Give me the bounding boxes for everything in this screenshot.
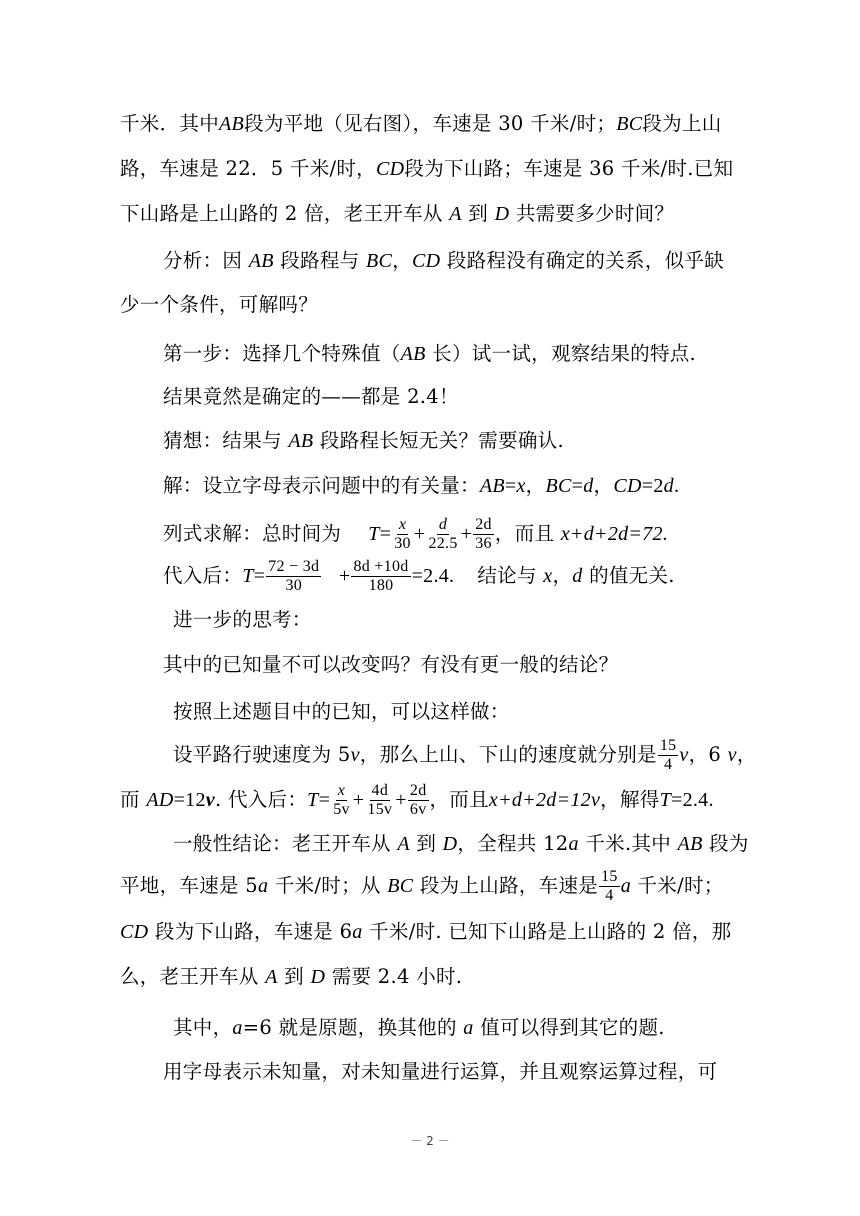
fraction: $\frac{15}{4}$ [601,868,618,904]
paragraph-line: 少一个条件，可解吗？ [120,293,319,316]
paragraph-line: 么，老王开车从 A 到 D 需要 2.4 小时. [120,965,463,988]
paragraph-line: CD 段为下山路，车速是 6a 千米/时. 已知下山路是上山路的 2 倍，那 [120,920,732,943]
fraction: $\frac{4d}{15v}$ [367,782,393,818]
page-number: － 2 － [410,1134,450,1148]
paragraph-line: 平地，车速是 5a 千米/时；从 BC 段为上山路，车速是 $\frac{15}{4}$ a 千米/时； [120,868,724,904]
paragraph-line: 千米．其中AB段为平地（见右图），车速是 30 千米/时；BC段为上山 [120,112,722,135]
paragraph-line: 分析：因 AB 段路程与 BC，CD 段路程没有确定的关系，似乎缺 [163,249,725,272]
fraction: $\frac{8d +10d}{180}$ [353,558,409,594]
fraction: $\frac{15}{4}$ [659,737,677,773]
paragraph-line: 路，车速是 22．5 千米/时，CD段为下山路；车速是 36 千米/时.已知 [120,157,734,180]
paragraph-line: 猜想：结果与 AB 段路程长短无关？需要确认. [163,429,564,452]
paragraph-line: 设平路行驶速度为 5v，那么上山、下山的速度就分别是 $\frac{15}{4}$ v，6 v， [173,737,757,773]
fraction: $\frac{x}{30}$ [394,516,411,552]
fraction: $\frac{2d}{36}$ [475,516,492,552]
paragraph-line: 结果竟然是确定的——都是 2.4！ [163,385,459,408]
paragraph-line: 解：设立字母表示问题中的有关量：AB=x，BC=d，CD=2d. [163,474,680,497]
formula-line: 代入后：T= $\frac{72 - 3d}{30}$ + $\frac{8d +10d}{180}$ =2.4. 结论与 x，d 的值无关. [163,558,675,594]
formula-line: 而 AD=12v. 代入后：T= $\frac{x}{5v}$ + $\frac{4d}{15v}$ + $\frac{2d}{6v}$ ，而且x+d+2d=12v，解得T=2.4. [120,782,714,818]
fraction: $\frac{72 - 3d}{30}$ [268,558,320,594]
fraction: $\frac{x}{5v}$ [333,782,350,818]
formula-line: 列式求解：总时间为 T= $\frac{x}{30}$ + $\frac{d}{22.5}$ + $\frac{2d}{36}$ ，而且 x+d+2d=72. [163,516,669,552]
paragraph-line: 一般性结论：老王开车从 A 到 D，全程共 12a 千米.其中 AB 段为 [173,832,749,855]
paragraph-line: 按照上述题目中的已知，可以这样做： [173,700,510,723]
fraction: $\frac{d}{22.5}$ [428,516,458,552]
paragraph-line: 下山路是上山路的 2 倍，老王开车从 A 到 D 共需要多少时间？ [120,202,675,225]
fraction: $\frac{2d}{6v}$ [409,782,427,818]
paragraph-line: 进一步的思考： [173,608,312,631]
paragraph-line: 其中，a=6 就是原题，换其他的 a 值可以得到其它的题. [173,1016,665,1039]
paragraph-line: 其中的已知量不可以改变吗？有没有更一般的结论？ [163,653,619,676]
paragraph-line: 用字母表示未知量，对未知量进行运算，并且观察运算过程，可 [163,1060,718,1083]
paragraph-line: 第一步：选择几个特殊值（AB 长）试一试，观察结果的特点. [163,342,697,365]
